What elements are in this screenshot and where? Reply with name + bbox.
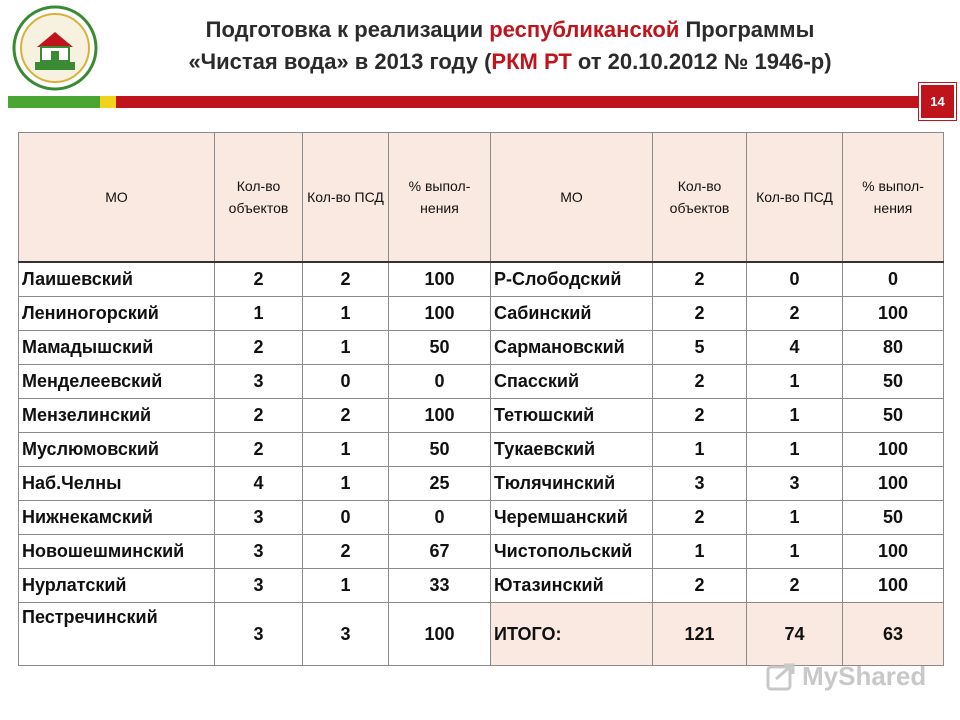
header-objects-right: Кол-во объектов	[653, 133, 747, 263]
header-mo-left: МО	[19, 133, 215, 263]
header-percent-left: % выпол-нения	[389, 133, 491, 263]
cell-percent-left: 100	[389, 297, 491, 331]
page-number: 14	[919, 83, 956, 120]
cell-objects-left: 3	[215, 535, 303, 569]
cell-name-left: Мензелинский	[19, 399, 215, 433]
slide-title	[120, 14, 900, 78]
cell-objects-right: 2	[653, 297, 747, 331]
cell-name-left: Менделеевский	[19, 365, 215, 399]
total-psd: 74	[747, 603, 843, 666]
cell-objects-right: 1	[653, 535, 747, 569]
cell-objects-right: 2	[653, 399, 747, 433]
cell-psd-left: 2	[303, 535, 389, 569]
cell-psd-left: 0	[303, 365, 389, 399]
stripe-green	[8, 96, 100, 108]
table-row	[19, 569, 944, 603]
table-body	[19, 262, 944, 666]
stripe-yellow	[100, 96, 116, 108]
cell-name-right: Чистопольский	[491, 535, 653, 569]
stripe-red	[116, 96, 918, 108]
cell-objects-left: 3	[215, 501, 303, 535]
cell-objects-right: 2	[653, 569, 747, 603]
cell-percent-left: 50	[389, 433, 491, 467]
cell-objects-right: 1	[653, 433, 747, 467]
cell-objects-left: 2	[215, 262, 303, 297]
cell-name-left: Новошешминский	[19, 535, 215, 569]
cell-percent-left: 100	[389, 399, 491, 433]
cell-objects-right: 2	[653, 262, 747, 297]
cell-psd-right: 1	[747, 501, 843, 535]
cell-psd-right: 4	[747, 331, 843, 365]
cell-psd-right: 3	[747, 467, 843, 501]
header-mo-right: МО	[491, 133, 653, 263]
cell-name-left: Муслюмовский	[19, 433, 215, 467]
cell-psd: 3	[303, 603, 389, 666]
table-row	[19, 501, 944, 535]
table-header-row	[19, 133, 944, 263]
table-row	[19, 467, 944, 501]
cell-name-right: Тетюшский	[491, 399, 653, 433]
cell-name-left: Лаишевский	[19, 262, 215, 297]
cell-name-right: Р-Слободский	[491, 262, 653, 297]
cell-name-left: Нижнекамский	[19, 501, 215, 535]
table-row	[19, 262, 944, 297]
cell-objects-left: 4	[215, 467, 303, 501]
cell-percent-left: 100	[389, 262, 491, 297]
title-line-2: «Чистая вода» в 2013 году (РКМ РТ от 20.10.2012 № 1946-р)	[188, 49, 832, 74]
cell-psd-left: 2	[303, 399, 389, 433]
cell-percent-right: 80	[843, 331, 944, 365]
cell-psd-left: 1	[303, 467, 389, 501]
cell-psd-left: 1	[303, 433, 389, 467]
cell-percent-right: 50	[843, 501, 944, 535]
header-psd-right: Кол-во ПСД	[747, 133, 843, 263]
cell-name-right: Спасский	[491, 365, 653, 399]
cell-percent: 100	[389, 603, 491, 666]
total-label: ИТОГО:	[491, 603, 653, 666]
cell-name-right: Тукаевский	[491, 433, 653, 467]
cell-psd-left: 1	[303, 569, 389, 603]
header-psd-left: Кол-во ПСД	[303, 133, 389, 263]
cell-psd-right: 0	[747, 262, 843, 297]
cell-psd-left: 1	[303, 331, 389, 365]
cell-percent-left: 0	[389, 365, 491, 399]
cell-name-left: Нурлатский	[19, 569, 215, 603]
table-row	[19, 535, 944, 569]
cell-objects-right: 2	[653, 501, 747, 535]
header-objects-left: Кол-во объектов	[215, 133, 303, 263]
cell-name-right: Тюлячинский	[491, 467, 653, 501]
total-objects: 121	[653, 603, 747, 666]
cell-objects-left: 3	[215, 569, 303, 603]
table-row	[19, 331, 944, 365]
cell-objects-right: 5	[653, 331, 747, 365]
cell-name: Пестречинский	[19, 603, 215, 666]
title-line-1: Подготовка к реализации республиканской Программы	[205, 17, 815, 42]
cell-percent-right: 100	[843, 535, 944, 569]
cell-objects: 3	[215, 603, 303, 666]
cell-psd-right: 1	[747, 365, 843, 399]
cell-percent-left: 0	[389, 501, 491, 535]
cell-percent-right: 100	[843, 467, 944, 501]
cell-name-right: Сармановский	[491, 331, 653, 365]
cell-psd-left: 2	[303, 262, 389, 297]
cell-name-left: Наб.Челны	[19, 467, 215, 501]
cell-name-left: Лениногорский	[19, 297, 215, 331]
cell-percent-right: 100	[843, 569, 944, 603]
cell-percent-right: 0	[843, 262, 944, 297]
cell-objects-left: 3	[215, 365, 303, 399]
table-row	[19, 433, 944, 467]
cell-percent-left: 67	[389, 535, 491, 569]
cell-psd-right: 1	[747, 535, 843, 569]
cell-name-left: Мамадышский	[19, 331, 215, 365]
cell-percent-right: 100	[843, 297, 944, 331]
cell-objects-left: 2	[215, 331, 303, 365]
cell-percent-left: 50	[389, 331, 491, 365]
cell-objects-left: 2	[215, 399, 303, 433]
cell-psd-left: 1	[303, 297, 389, 331]
cell-name-right: Черемшанский	[491, 501, 653, 535]
cell-name-right: Сабинский	[491, 297, 653, 331]
header-percent-right: % выпол-нения	[843, 133, 944, 263]
total-percent: 63	[843, 603, 944, 666]
cell-psd-right: 1	[747, 399, 843, 433]
table-row	[19, 365, 944, 399]
cell-objects-left: 2	[215, 433, 303, 467]
cell-percent-right: 50	[843, 399, 944, 433]
watermark-text: MyShared	[802, 660, 927, 691]
cell-psd-left: 0	[303, 501, 389, 535]
cell-objects-right: 2	[653, 365, 747, 399]
cell-percent-right: 100	[843, 433, 944, 467]
table-row	[19, 399, 944, 433]
results-table	[18, 132, 944, 666]
share-icon	[766, 661, 796, 691]
cell-percent-left: 33	[389, 569, 491, 603]
watermark	[766, 656, 926, 696]
cell-name-right: Ютазинский	[491, 569, 653, 603]
cell-percent-right: 50	[843, 365, 944, 399]
cell-percent-left: 25	[389, 467, 491, 501]
cell-psd-right: 1	[747, 433, 843, 467]
cell-objects-left: 1	[215, 297, 303, 331]
ministry-logo	[10, 5, 100, 91]
cell-psd-right: 2	[747, 297, 843, 331]
cell-objects-right: 3	[653, 467, 747, 501]
table-row	[19, 297, 944, 331]
cell-psd-right: 2	[747, 569, 843, 603]
